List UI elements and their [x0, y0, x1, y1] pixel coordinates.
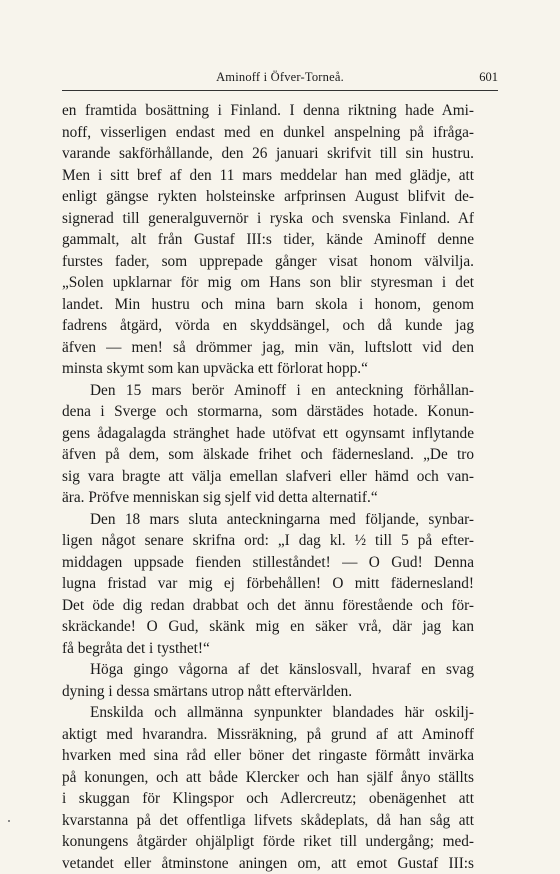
text-line: ligen något senare skrifna ord: „I dag kl. ½ till 5 på efter- — [62, 530, 474, 552]
header-rule — [62, 90, 498, 91]
text-line: Det öde dig redan drabbat och det ännu förestående och för- — [62, 595, 474, 617]
text-line: furstes fader, som upprepade gånger visat honom välvilja. — [62, 251, 474, 273]
text-line: „Solen upklarnar för mig om Hans son blir styresman i det — [62, 272, 474, 294]
text-line: Höga gingo vågorna af det känslosvall, hvaraf en svag — [62, 659, 474, 681]
text-line: ära. Pröfve menniskan sig sjelf vid detta alternatif.“ — [62, 487, 474, 509]
page-number: 601 — [479, 70, 498, 85]
text-line: dyning i dessa smärtans utrop nått eftervärlden. — [62, 681, 474, 703]
text-line: aktigt med hvarandra. Missräkning, på grund af att Aminoff — [62, 724, 474, 746]
text-line: Den 15 mars berör Aminoff i en anteckning förhållan- — [62, 380, 474, 402]
text-line: kvarstanna på det offentliga lifvets skådeplats, då han såg att — [62, 810, 474, 832]
text-line: på konungen, och att både Klercker och han själf ånyo ställts — [62, 767, 474, 789]
text-line: skräckande! O Gud, skänk mig en säker vrå, där jag kan — [62, 616, 474, 638]
text-line: få begråta det i tysthet!“ — [62, 638, 474, 660]
text-line: dena i Sverge och stormarna, som därstädes hotade. Konun- — [62, 401, 474, 423]
text-line: Den 18 mars sluta anteckningarna med följande, synbar- — [62, 509, 474, 531]
text-line: konungens åtgärder ohjälpligt förde riket till undergång; med- — [62, 831, 474, 853]
running-head: Aminoff i Öfver-Torneå. — [62, 70, 498, 85]
text-line: middagen uppsade fienden stilleståndet! — O Gud! Denna — [62, 552, 474, 574]
page-header — [62, 70, 498, 94]
text-line: varande sakförhållande, den 26 januari skrifvit till sin hustru. — [62, 143, 474, 165]
text-line: hvarken med sina råd eller böner det ringaste förmått invärka — [62, 745, 474, 767]
text-line: enligt gängse rykten holsteinske arfprinsen August blifvit de- — [62, 186, 474, 208]
text-line: minsta skymt som kan upväcka ett förlorat hopp.“ — [62, 358, 474, 380]
text-line: en framtida bosättning i Finland. I denna riktning hade Ami- — [62, 100, 474, 122]
text-line: i skuggan för Klingspor och Adlercreutz; obenägenhet att — [62, 788, 474, 810]
margin-speck — [8, 820, 10, 822]
text-line: lugna fristad var mig ej förbehållen! O mitt fädernesland! — [62, 573, 474, 595]
text-line: vetandet eller åtminstone aningen om, att emot Gustaf III:s — [62, 853, 474, 874]
body-text — [62, 100, 474, 874]
text-line: äfven på dem, som älskade frihet och fädernesland. „De tro — [62, 444, 474, 466]
text-line: Men i sitt bref af den 11 mars meddelar han med glädje, att — [62, 165, 474, 187]
text-line: gens ådagalagda stränghet hade utöfvat ett ogynsamt inflytande — [62, 423, 474, 445]
text-line: signerad till generalguvernör i ryska och svenska Finland. Af — [62, 208, 474, 230]
text-line: gammalt, alt från Gustaf III:s tider, kände Aminoff denne — [62, 229, 474, 251]
text-line: fadrens åtgärd, vörda en skyddsängel, och då kunde jag — [62, 315, 474, 337]
text-line: landet. Min hustru och mina barn skola i honom, genom — [62, 294, 474, 316]
text-line: äfven — men! så drömmer jag, min vän, luftslott vid den — [62, 337, 474, 359]
text-line: Enskilda och allmänna synpunkter blandades här oskilj- — [62, 702, 474, 724]
text-line: noff, visserligen endast med en dunkel anspelning på ifråga- — [62, 122, 474, 144]
text-line: sig vara bragte att välja emellan slafveri eller hämd och van- — [62, 466, 474, 488]
